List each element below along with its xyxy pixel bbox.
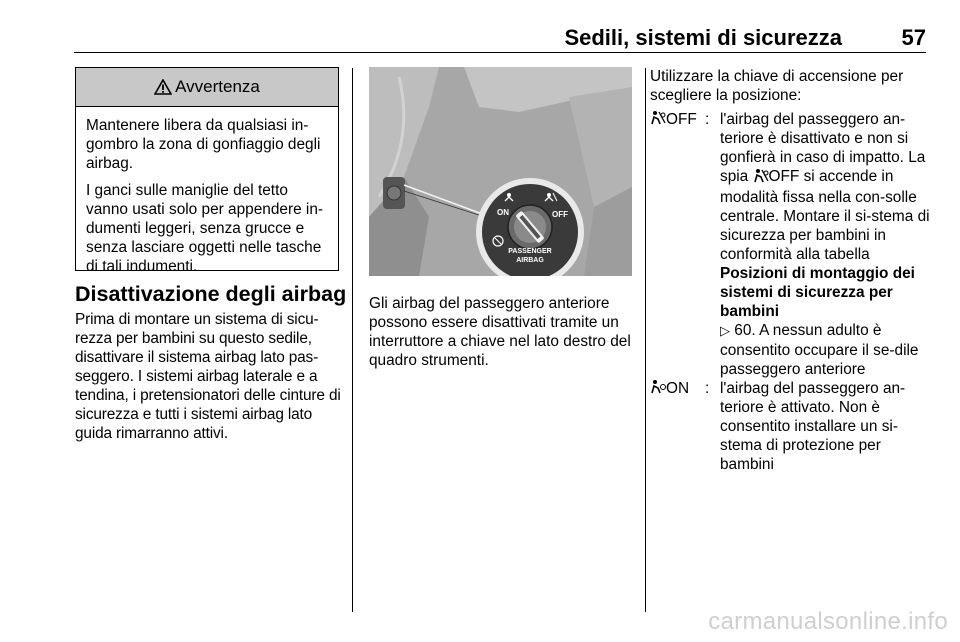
watermark: carmanualsonline.info [708, 608, 948, 635]
list-item: ON : l'airbag del passeggero an-teriore è attivato. Non è consentito installare un si-stema di protezione per bambini [650, 379, 930, 474]
page-number: 57 [901, 25, 926, 50]
table-reference[interactable]: Posizioni di montaggio dei sistemi di sicurezza per bambini [720, 265, 915, 320]
warning-triangle-icon [154, 79, 172, 95]
switch-label-airbag: AIRBAG [516, 257, 544, 264]
term-on: ON [666, 380, 690, 397]
description-off: l'airbag del passeggero an-teriore è disattivato e non si gonfierà in caso di impatto. La spia OFF si accende in modalità fissa nella con-solle centrale. Montare il si-stema di sicurezza per bambini in conformità alla tabella Posizioni di montaggio dei sistemi di sicurezza per bambini ▷ 60. A nessun adulto è consentito occupare il se-dile passeggero anteriore [720, 111, 930, 378]
page-header [74, 22, 926, 53]
airbag-switch-figure [369, 67, 632, 276]
section-heading: Disattivazione degli airbag [75, 282, 347, 306]
position-list [650, 110, 930, 474]
column-divider-left [352, 68, 353, 612]
warning-paragraph: Mantenere libera da qualsiasi in-gombro la zona di gonfiaggio degli airbag. [86, 117, 321, 172]
warning-header [76, 68, 338, 107]
intro-text: Utilizzare la chiave di accensione per scegliere la posizione: [650, 68, 904, 104]
airbag-off-icon [753, 168, 769, 188]
warning-paragraph: I ganci sulle maniglie del tetto vanno usati solo per appendere in-dumenti leggeri, senza grucce e senza lasciare oggetti nelle tasche di tali indumenti. [86, 182, 324, 275]
description-on: l'airbag del passeggero an-teriore è attivato. Non è consentito installare un si-stema di protezione per bambini [720, 380, 906, 473]
list-item: OFF : l'airbag del passeggero an-teriore è disattivato e non si gonfierà in caso di impatto. La spia OFF si accende in modalità fissa nella con-solle centrale. Montare il si-stema di sicurezza per bambini in conformità alla tabella Posizioni di montaggio dei sistemi di sicurezza per bambini ▷ 60. A nessun adulto è consentito occupare il se-dile passeggero anteriore [650, 110, 930, 379]
page-ref-icon: ▷ [720, 324, 730, 339]
warning-title: Avvertenza [175, 77, 260, 96]
switch-label-off: OFF [552, 210, 568, 219]
airbag-on-icon [650, 379, 666, 399]
switch-label-passenger: PASSENGER [508, 248, 552, 255]
page-title: Sedili, sistemi di sicurezza [564, 25, 842, 50]
airbag-off-icon [650, 110, 666, 130]
section-body: Prima di montare un sistema di sicu-rezza per bambini su questo sedile, disattivare il sistema airbag lato pas-seggero. I sistemi airbag laterale e a tendina, i pretensionatori delle cinture di sicurezza e tutti i sistemi airbag lato guida rimarranno attivi. [75, 311, 341, 442]
term-off: OFF [666, 111, 697, 128]
warning-box [75, 67, 339, 275]
column-divider-right [645, 68, 646, 612]
switch-label-on: ON [497, 208, 509, 217]
figure-caption: Gli airbag del passeggero anteriore possono essere disattivati tramite un interruttore a chiave nel lato destro del quadro strumenti. [369, 295, 631, 369]
